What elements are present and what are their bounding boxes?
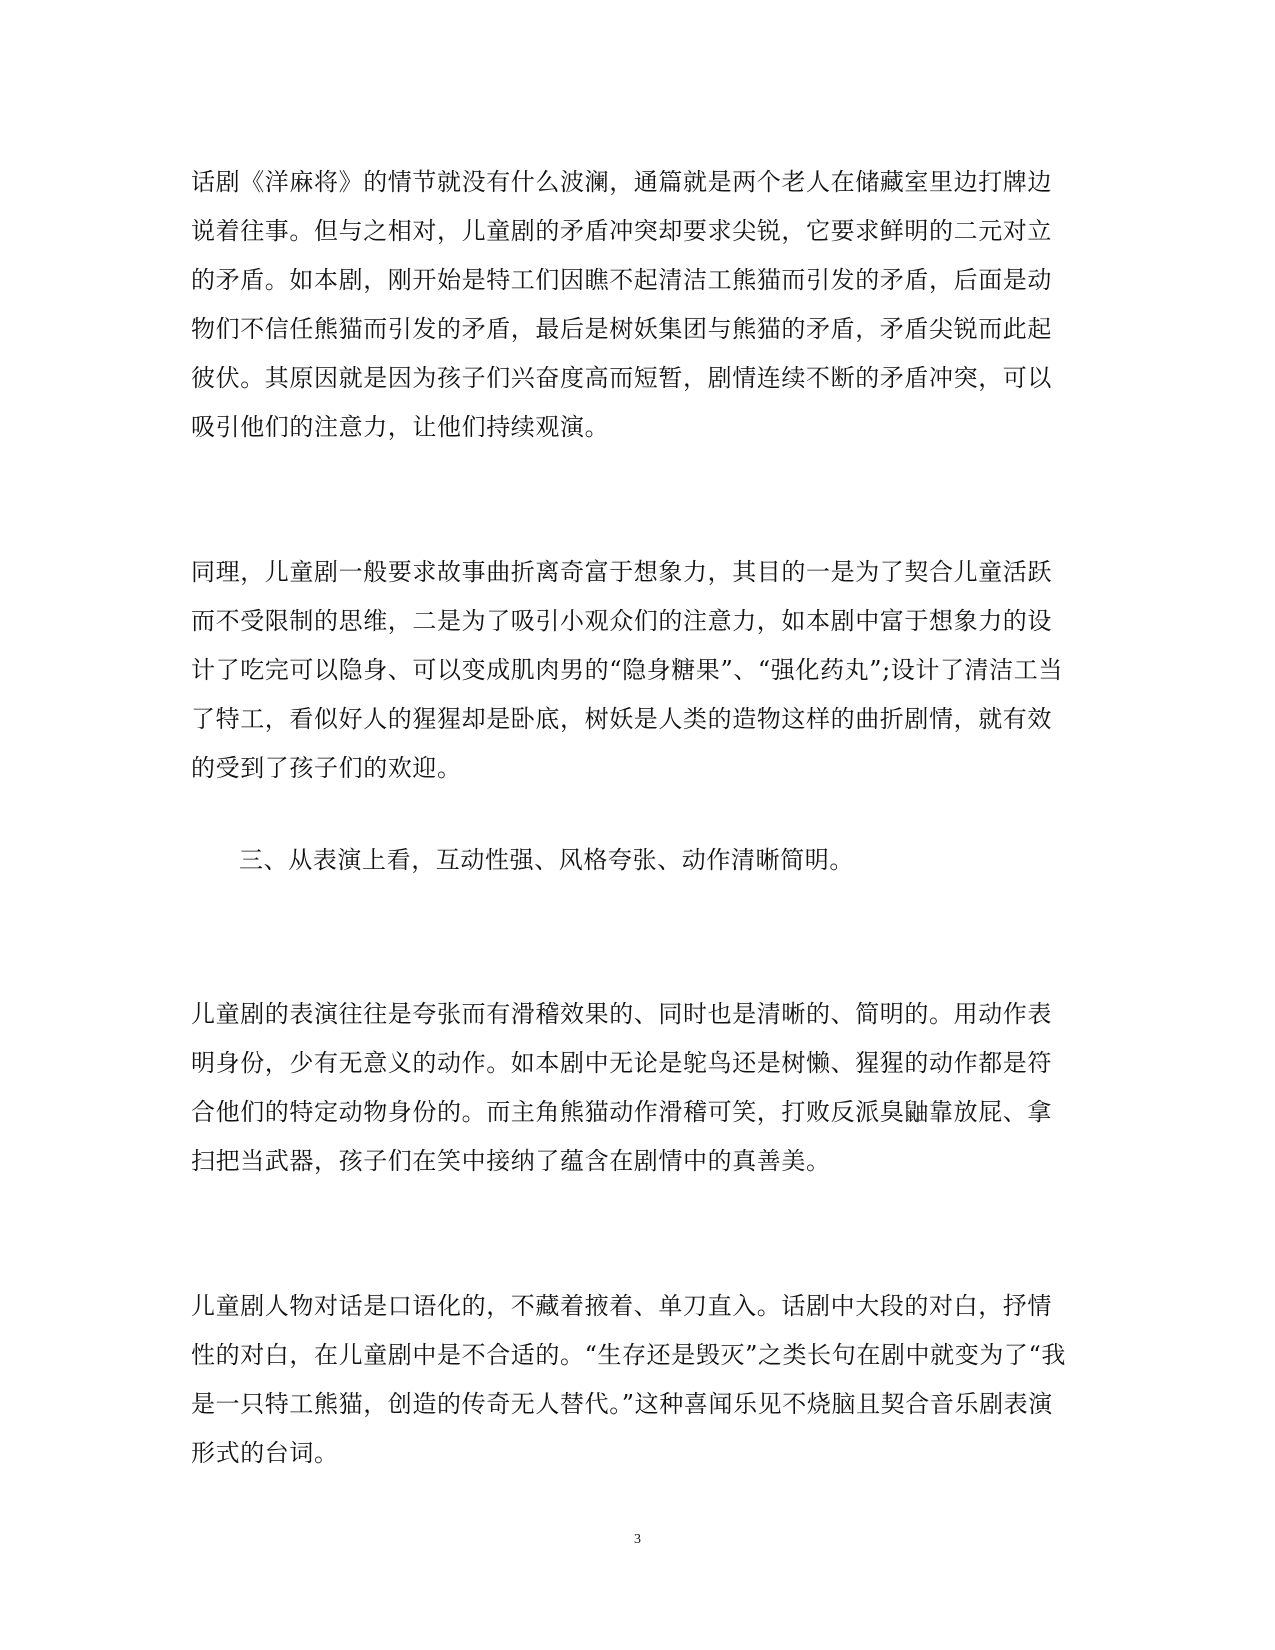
paragraph-imagination: 同理，儿童剧一般要求故事曲折离奇富于想象力，其目的一是为了契合儿童活跃而不受限制的思维，二是为了吸引小观众们的注意力，如本剧中富于想象力的设计了吃完可以隐身、可以变成肌肉男的“隐身糖果”、“强化药丸”;设计了清洁工当了特工，看似好人的猩猩却是卧底，树妖是人类的造物这样的曲折剧情，就有效的受到了孩子们的欢迎。 (191, 558, 1063, 782)
page-number: 3 (634, 1532, 641, 1547)
paragraph-dialogue: 儿童剧人物对话是口语化的，不藏着掖着、单刀直入。话剧中大段的对白，抒情性的对白，在儿童剧中是不合适的。“生存还是毁灭”之类长句在剧中就变为了“我是一只特工熊猫，创造的传奇无人替代。”这种喜闻乐见不烧脑且契合音乐剧表演形式的台词。 (191, 1292, 1067, 1467)
section-heading-performance: 三、从表演上看，互动性强、风格夸张、动作清晰简明。 (239, 846, 854, 874)
paragraph-plot-conflict: 话剧《洋麻将》的情节就没有什么波澜，通篇就是两个老人在储藏室里边打牌边说着往事。但与之相对，儿童剧的矛盾冲突却要求尖锐，它要求鲜明的二元对立的矛盾。如本剧，刚开始是特工们因瞧不起清洁工熊猫而引发的矛盾，后面是动物们不信任熊猫而引发的矛盾，最后是树妖集团与熊猫的矛盾，矛盾尖锐而此起彼伏。其原因就是因为孩子们兴奋度高而短暂，剧情连续不断的矛盾冲突，可以吸引他们的注意力，让他们持续观演。 (191, 168, 1052, 441)
paragraph-performance: 儿童剧的表演往往是夸张而有滑稽效果的、同时也是清晰的、简明的。用动作表明身份，少有无意义的动作。如本剧中无论是鸵鸟还是树懒、猩猩的动作都是符合他们的特定动物身份的。而主角熊猫动作滑稽可笑，打败反派臭鼬靠放屁、拿扫把当武器，孩子们在笑中接纳了蕴含在剧情中的真善美。 (191, 1000, 1052, 1175)
